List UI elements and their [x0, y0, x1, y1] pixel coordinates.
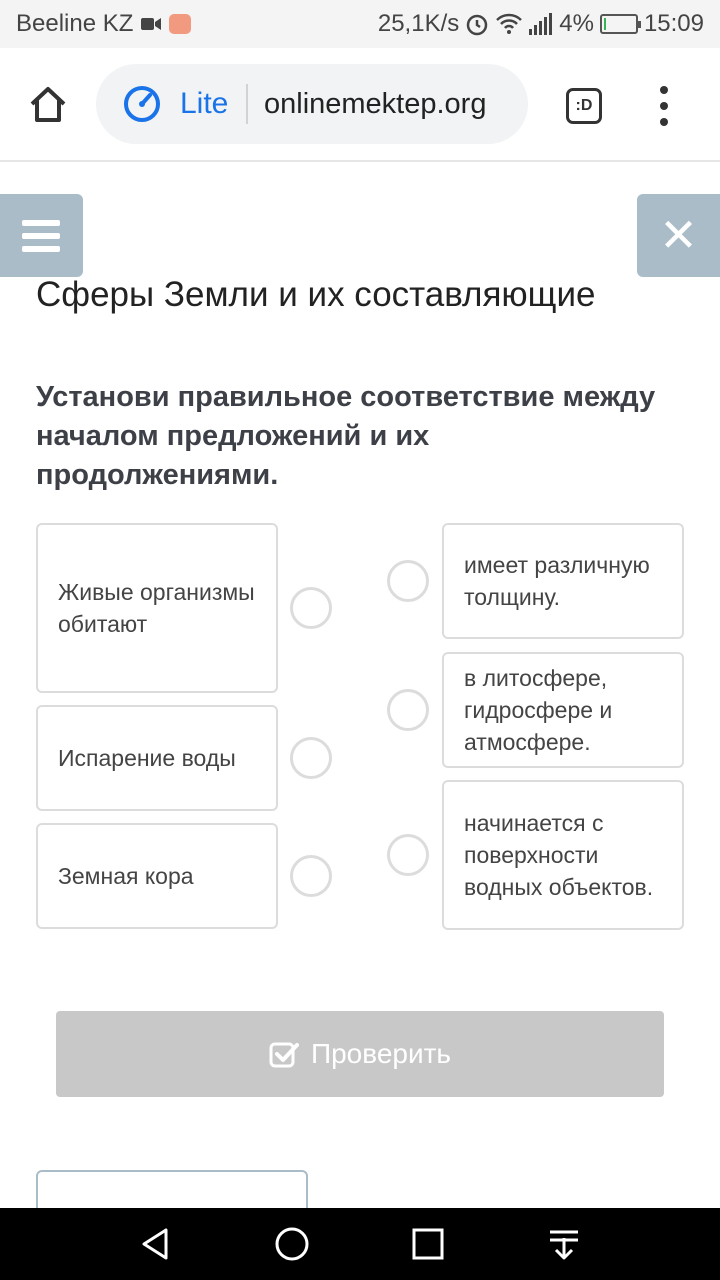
more-menu-icon[interactable]	[652, 86, 676, 126]
left-item-3[interactable]	[36, 823, 278, 929]
left-item-1[interactable]	[36, 523, 278, 693]
close-icon[interactable]: ✕	[637, 194, 720, 277]
page-title: Сферы Земли и их составляющие	[36, 275, 596, 314]
video-camera-icon	[141, 16, 161, 32]
back-nav-icon[interactable]	[136, 1224, 176, 1264]
menu-toggle-button[interactable]	[0, 194, 83, 277]
page-content	[0, 164, 720, 1208]
battery-percent: 4%	[559, 10, 594, 37]
clock: 15:09	[643, 10, 704, 37]
right-item-label: начинается с поверхности водных объектов.	[464, 810, 654, 900]
right-item-1[interactable]	[442, 523, 684, 639]
right-radio-3[interactable]	[387, 834, 429, 876]
checkbox-check-icon	[269, 1039, 299, 1069]
left-item-label: Живые организмы обитают	[58, 579, 255, 637]
alarm-icon	[465, 12, 489, 36]
left-radio-3[interactable]	[290, 855, 332, 897]
address-bar[interactable]	[96, 64, 528, 144]
left-radio-2[interactable]	[290, 737, 332, 779]
right-item-2[interactable]	[442, 652, 684, 768]
home-icon[interactable]	[26, 82, 70, 126]
question-text: Установи правильное соответствие между началом предложений и их продолжениями.	[36, 381, 656, 491]
app-notification-icon	[169, 14, 191, 34]
wifi-icon	[495, 13, 523, 35]
right-item-3[interactable]	[442, 780, 684, 930]
address-divider	[246, 84, 248, 124]
home-nav-icon[interactable]	[272, 1224, 312, 1264]
url-text[interactable]: onlinemektep.org	[264, 88, 487, 120]
tab-switcher-button[interactable]: :D	[566, 88, 602, 124]
lite-mode-label[interactable]: Lite	[180, 87, 229, 120]
notification-pull-icon[interactable]	[544, 1224, 584, 1264]
recents-nav-icon[interactable]	[408, 1224, 448, 1264]
left-item-2[interactable]	[36, 705, 278, 811]
status-bar	[0, 0, 720, 48]
right-item-label: имеет различную толщину.	[464, 552, 650, 610]
network-speed: 25,1K/s	[377, 10, 460, 37]
left-item-label: Земная кора	[58, 863, 194, 889]
signal-icon	[529, 13, 553, 35]
system-nav-bar	[0, 1208, 720, 1280]
check-button-label: Проверить	[310, 1038, 452, 1069]
battery-icon	[600, 14, 638, 34]
right-radio-2[interactable]	[387, 689, 429, 731]
right-radio-1[interactable]	[387, 560, 429, 602]
left-item-label: Испарение воды	[58, 745, 236, 771]
left-radio-1[interactable]	[290, 587, 332, 629]
back-button[interactable]	[36, 1170, 308, 1208]
right-item-label: в литосфере, гидросфере и атмосфере.	[464, 665, 613, 755]
carrier-name: Beeline KZ	[16, 10, 134, 37]
lite-mode-icon[interactable]	[122, 84, 162, 124]
check-answer-button[interactable]	[56, 1011, 664, 1097]
browser-toolbar	[0, 48, 720, 162]
